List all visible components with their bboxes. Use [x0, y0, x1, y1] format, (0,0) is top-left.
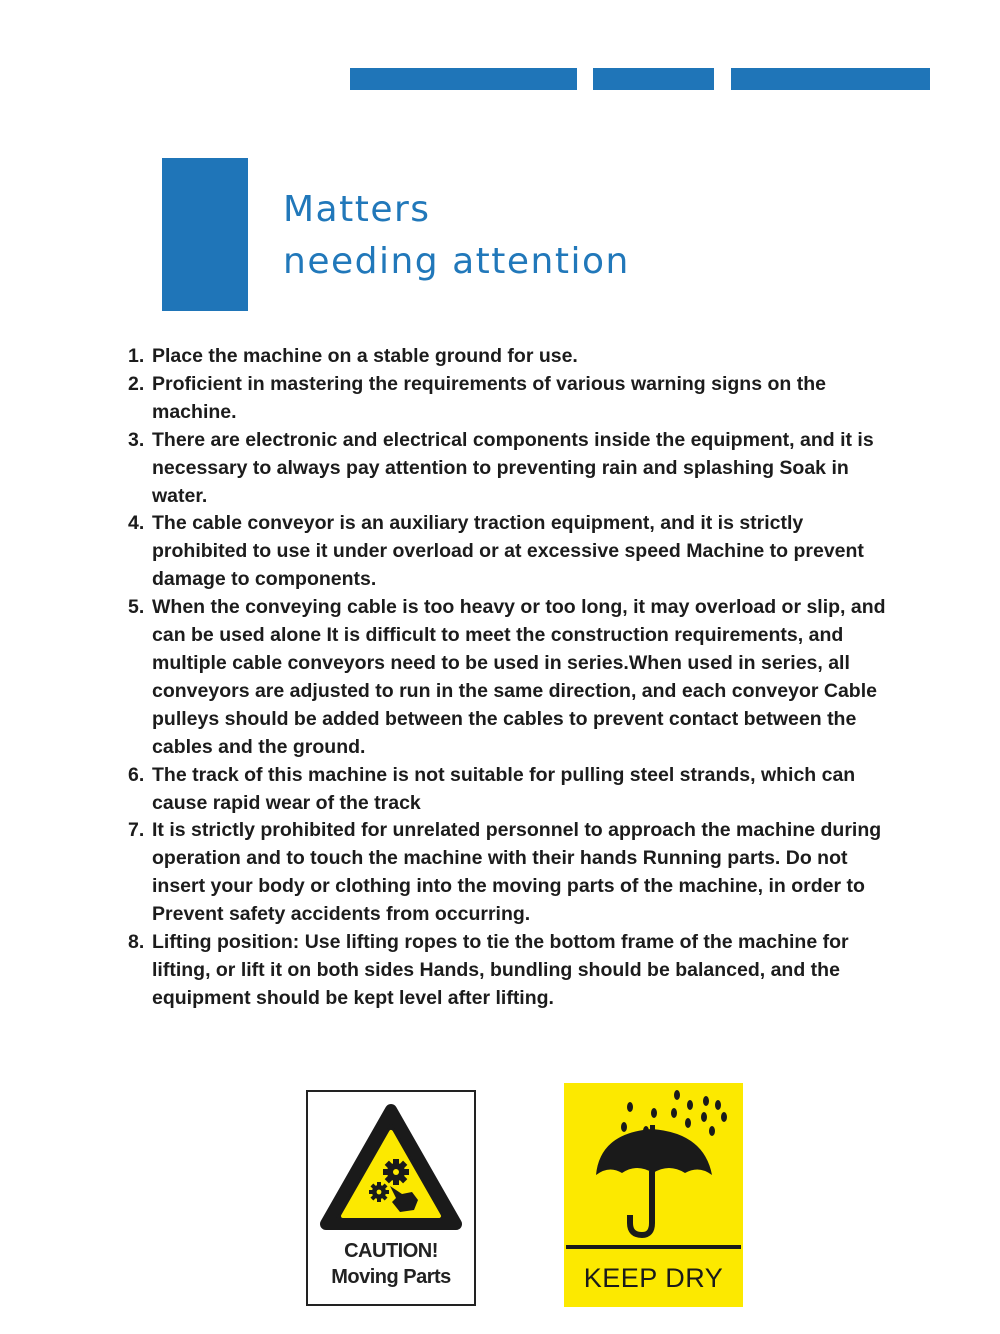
- list-item-number: 5.: [128, 596, 145, 619]
- caution-moving-parts-sign: [306, 1090, 476, 1306]
- list-item-text: The track of this machine is not suitable for pulling steel strands, which can cause rapid wear of the track: [152, 763, 856, 814]
- caution-sign-line-2: Moving Parts: [331, 1266, 451, 1288]
- list-item-text: When the conveying cable is too heavy or too long, it may overload or slip, and can be used alone It is difficult to meet the construction requirements, and multiple cable conveyors need to be used in series.When used in series, all conveyors are adjusted to run in the same direction, and each conveyor Cable pulleys should be added between the cables to prevent contact between the cables and the ground.: [152, 596, 886, 758]
- list-item-number: 8.: [128, 931, 145, 954]
- list-item-number: 1.: [128, 345, 145, 367]
- list-item-text: The cable conveyor is an auxiliary traction equipment, and it is strictly prohibited to use it under overload or at excessive speed Machine to prevent damage to components.: [152, 512, 864, 591]
- title-accent-block: [162, 158, 248, 311]
- list-item-text: There are electronic and electrical components inside the equipment, and it is necessary to always pay attention to preventing rain and splashing Soak in water.: [152, 428, 874, 507]
- list-item-number: 3.: [128, 428, 145, 451]
- keep-dry-divider: [566, 1245, 741, 1249]
- list-item: [128, 510, 898, 594]
- list-item: [128, 427, 898, 511]
- keep-dry-sign: [564, 1083, 743, 1307]
- page-title-line-2: needing attention: [283, 241, 630, 282]
- page-title-line-1: Matters: [283, 189, 431, 230]
- list-item: [128, 762, 898, 818]
- list-item-number: 7.: [128, 819, 145, 842]
- keep-dry-label: KEEP DRY: [583, 1263, 724, 1293]
- list-item: [128, 371, 898, 427]
- list-item: [128, 343, 898, 371]
- list-item-text: Proficient in mastering the requirements of various warning signs on the machine.: [152, 372, 826, 423]
- list-item: [128, 594, 898, 761]
- page-title: [283, 184, 630, 288]
- caution-sign-line-1: CAUTION!: [344, 1240, 438, 1262]
- moving-parts-warning-icon: [318, 1102, 464, 1234]
- list-item-number: 4.: [128, 512, 145, 535]
- list-item-text: It is strictly prohibited for unrelated personnel to approach the machine during operation and to touch the machine with their hands Running parts. Do not insert your body or clothing into the moving parts of the machine, in order to Prevent safety accidents from occurring.: [152, 819, 882, 926]
- list-item-text: Lifting position: Use lifting ropes to tie the bottom frame of the machine for lifting, or lift it on both sides Hands, bundling should be balanced, and the equipment should be kept level after lifting.: [152, 931, 849, 1009]
- umbrella-rain-icon: [564, 1083, 743, 1243]
- header-bar-segment-2: [593, 68, 714, 90]
- list-item-number: 2.: [128, 372, 145, 395]
- list-item-number: 6.: [128, 763, 145, 786]
- attention-list: [128, 343, 898, 1013]
- list-item-text: Place the machine on a stable ground for use.: [152, 345, 578, 367]
- header-bar-segment-3: [731, 68, 930, 90]
- list-item: [128, 929, 898, 1013]
- list-item: [128, 817, 898, 929]
- header-bar-segment-1: [350, 68, 577, 90]
